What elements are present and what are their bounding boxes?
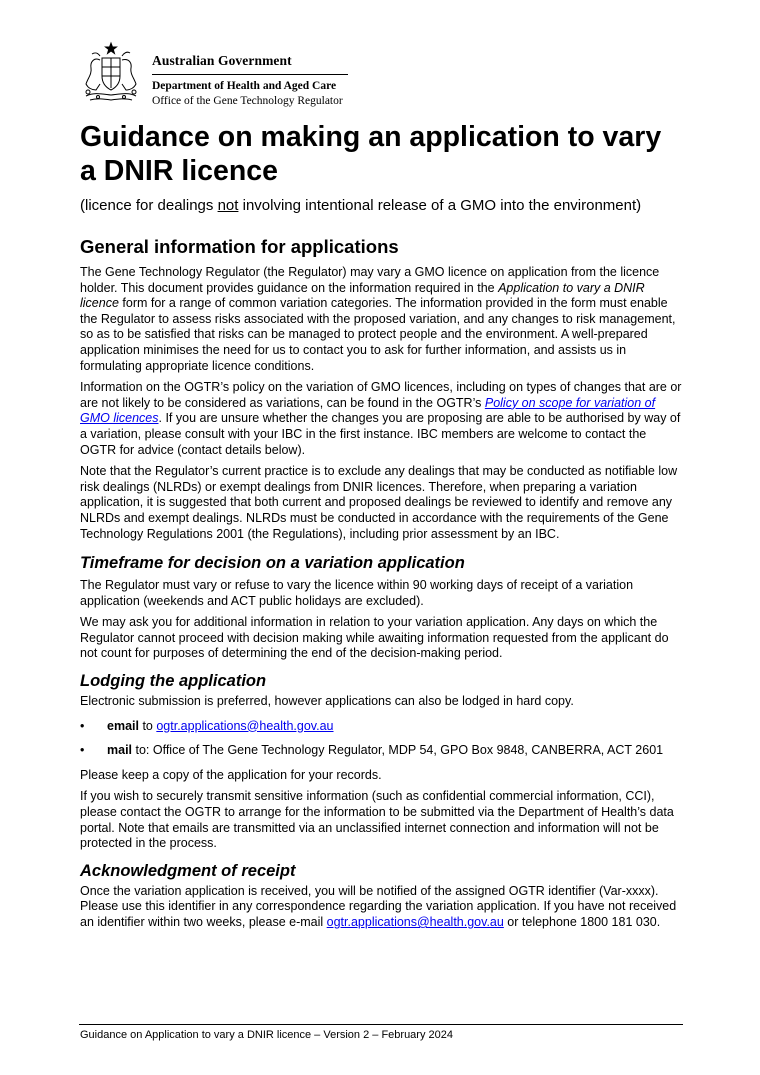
lodging-methods-list: [80, 719, 684, 759]
government-name: Australian Government: [152, 53, 292, 68]
list-item-mail: [80, 743, 684, 759]
bullet-icon: •: [80, 743, 85, 758]
page-footer: Guidance on Application to vary a DNIR licence – Version 2 – February 2024: [80, 1029, 453, 1041]
department-name: Department of Health and Aged Care: [152, 80, 337, 92]
text: or telephone 1800 181 030.: [503, 915, 661, 929]
email-to-text: to: [138, 718, 157, 733]
timeframe-paragraph-2: We may ask you for additional information in relation to your variation application. Any days on which the Regulator cannot proceed with decision making while awaiting information requested from the applicant do not count for purposes of determining the end of the decision-making period.: [80, 615, 669, 661]
footer-divider: [79, 1024, 683, 1025]
general-paragraph-3: Note that the Regulator’s current practice is to exclude any dealings that may be conducted as notifiable low risk dealings (NLRDs) or exempt dealings from DNIR licences. Therefore, when preparing a variation application, it is suggested that both current and proposed dealings be reviewed to identify and remove any NLRDs and exempt dealings. NLRDs must be conducted in accordance with the requirements of the Gene Technology Regulations 2001 (the Regulations), including prior assessment by an IBC.: [80, 464, 678, 541]
page-title: Guidance on making an application to vary a DNIR licence: [80, 121, 662, 187]
email-label: email: [107, 718, 139, 733]
text: form for a range of common variation categories. The information provided in the form must enable the Regulator to assess risks associated with the proposed variation, and any changes to risk management, so as to be satisfied that risks can be managed to protect people and the environment. A well-prepared application minimises the need for us to contact you to ask for further information, and assists us in formulating appropriate licence conditions.: [80, 296, 676, 373]
australian-coat-of-arms-icon: [78, 40, 144, 106]
general-heading: General information for applications: [80, 236, 399, 257]
acknowledgment-email-link[interactable]: ogtr.applications@health.gov.au: [326, 915, 504, 929]
general-paragraph-1: [80, 265, 684, 374]
office-name: Office of the Gene Technology Regulator: [152, 95, 343, 107]
email-address-link[interactable]: ogtr.applications@health.gov.au: [156, 718, 334, 733]
secure-transmission-paragraph: If you wish to securely transmit sensitive information (such as confidential commercial information, CCI), please contact the OGTR to arrange for the information to be submitted via the Department of Health’s data portal. Note that emails are transmitted via an unclassified internet connection and information will not be protected in the process.: [80, 789, 674, 851]
keep-copy-paragraph: Please keep a copy of the application for your records.: [80, 767, 382, 782]
subtitle-text-start: (licence for dealings: [80, 197, 218, 214]
header-divider: [152, 74, 348, 75]
bullet-icon: •: [80, 718, 85, 733]
text: . If you are unsure whether the changes you are proposing are able to be authorised by way of a variation, please consult with your IBC in the first instance. IBC members are welcome to contact the OGTR for advice (contact details below).: [80, 411, 681, 457]
form-name: Application to vary a DNIR licence: [80, 280, 645, 311]
general-paragraph-2: [80, 380, 684, 458]
organisation-block: [152, 53, 348, 109]
lodging-heading: Lodging the application: [80, 672, 267, 691]
policy-link-text: Policy on scope for variation of GMO licences: [80, 395, 656, 426]
lodging-intro: Electronic submission is preferred, however applications can also be lodged in hard copy.: [80, 694, 574, 709]
subtitle-text-end: involving intentional release of a GMO into the environment): [238, 197, 642, 214]
text: The Gene Technology Regulator (the Regulator) may vary a GMO licence on application from the licence holder. This document provides guidance on the information required in the: [80, 265, 660, 295]
text: Once the variation application is received, you will be notified of the assigned OGTR identifier (Var-xxxx). Please use this identifier in any correspondence regarding the variation application. If you have not received an identifier within two weeks, please e-mail: [80, 883, 677, 929]
main-content: [80, 120, 684, 937]
list-item-email: [80, 719, 684, 735]
timeframe-paragraph-1: The Regulator must vary or refuse to vary the licence within 90 working days of receipt of a variation application (weekends and ACT public holidays are excluded).: [80, 578, 634, 608]
page-subtitle: [80, 196, 684, 215]
acknowledgment-heading: Acknowledgment of receipt: [80, 861, 296, 880]
text: Information on the OGTR’s policy on the variation of GMO licences, including on types of changes that are or are not likely to be considered as variations, can be found in the OGTR’s: [80, 380, 682, 410]
timeframe-heading: Timeframe for decision on a variation application: [80, 554, 465, 573]
acknowledgment-paragraph: [80, 884, 684, 931]
subtitle-emphasis: not: [217, 197, 239, 214]
mail-label: mail: [107, 743, 133, 758]
mail-address-text: to: Office of The Gene Technology Regulator, MDP 54, GPO Box 9848, CANBERRA, ACT 2601: [132, 743, 664, 758]
